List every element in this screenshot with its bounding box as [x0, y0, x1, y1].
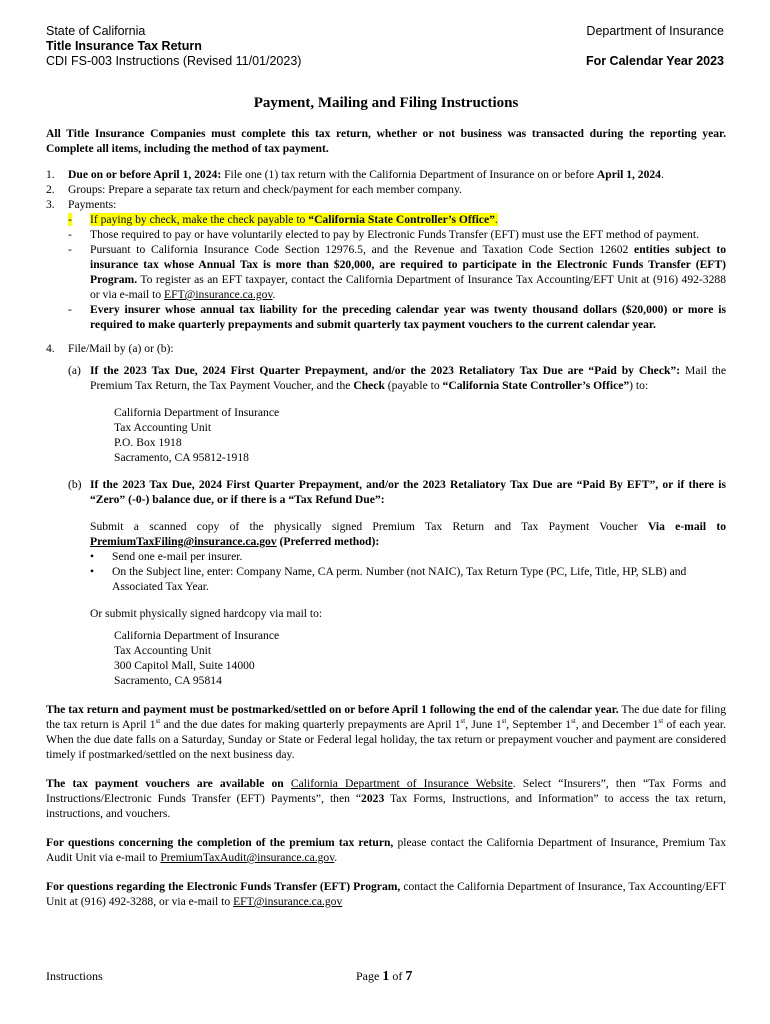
code-bold: entities subject to insurance tax whose Annual Tax is more than $20,000, are required to participate in the Electronic Funds Transfer (EFT) Program. — [90, 243, 726, 286]
page-title: Payment, Mailing and Filing Instructions — [253, 95, 519, 111]
postmark-text: The due date for filing the tax return is April 1 — [46, 703, 727, 731]
address-line: 300 Capitol Mall, Suite 14000 — [114, 659, 255, 672]
option-a-text-2: (payable to — [384, 379, 443, 392]
dash-marker: - — [68, 228, 72, 241]
vouchers-year: 2023 — [361, 792, 385, 805]
questions-eft-bold: For questions regarding the Electronic Funds Transfer (EFT) Program, — [46, 880, 401, 893]
payee: “California State Controller’s Office” — [442, 379, 630, 392]
list-text: Groups: Prepare a separate tax return and check/payment for each member company. — [68, 183, 462, 196]
due-date-text: File one (1) tax return with the California Department of Insurance on or before — [221, 168, 597, 181]
bullet-item — [90, 564, 726, 594]
postmark-text: , September 1 — [506, 718, 572, 731]
intro-paragraph: All Title Insurance Companies must complete this tax return, whether or not business was transacted during the reporting year. Complete all items, including the method of tax payment. — [46, 127, 726, 155]
option-a — [68, 363, 726, 393]
mailing-address-1 — [114, 405, 726, 465]
punct: . — [660, 168, 664, 181]
questions-eft-paragraph — [46, 879, 726, 909]
questions-tax-bold: For questions concerning the completion of the premium tax return, — [46, 836, 394, 849]
audit-email-link[interactable]: PremiumTaxAudit@insurance.ca.gov — [160, 851, 335, 864]
code-text-2: To register as an EFT taxpayer, contact the California Department of Insurance Tax Accounting/EFT Unit at (916) 492-3288 or via e-mail to — [90, 273, 726, 301]
postmark-text: , and December 1 — [575, 718, 659, 731]
check-text: If paying by check, make the check payable to — [90, 213, 309, 226]
dash-text: Every insurer whose annual tax liability for the preceding calendar year was twenty thousand dollars ($20,000) or more is required to make quarterly prepayments and submit quarterly tax payment vouchers to the current calendar year. — [90, 303, 726, 331]
check-payee: “California State Controller’s Office” — [308, 213, 495, 226]
list-item-4 — [46, 341, 726, 356]
code-text: Pursuant to California Insurance Code Section 12976.5, and the Revenue and Taxation Code Section 12602 — [90, 243, 635, 256]
preferred-method: (Preferred method): — [276, 535, 380, 548]
dash-text — [90, 242, 726, 302]
list-text: Payments: — [68, 198, 117, 211]
option-b — [68, 477, 726, 507]
page-word: Page — [356, 969, 383, 983]
punct: . — [272, 288, 276, 301]
questions-tax-paragraph — [46, 835, 726, 865]
postmark-text: and the due dates for making quarterly prepayments are April 1 — [160, 718, 461, 731]
list-text: File/Mail by (a) or (b): — [68, 342, 174, 355]
mailing-address-2 — [114, 628, 726, 688]
bullet-text: On the Subject line, enter: Company Name, CA perm. Number (not NAIC), Tax Return Type (PC, Life, Title, HP, SLB) and Associated Tax Year. — [112, 565, 687, 593]
list-item-3 — [46, 197, 726, 212]
bullet-text: Send one e-mail per insurer. — [112, 550, 243, 563]
list-text — [68, 167, 726, 182]
bullet-icon: • — [90, 550, 95, 563]
postmark-text: of each year. When the due date falls on a Saturday, Sunday or State or Federal legal holiday, the tax return or prepayment voucher and payment are considered timely if postmarked/settled on the next business day. — [46, 718, 727, 761]
ordinal: st — [460, 717, 466, 726]
due-date-bold: April 1, 2024 — [596, 168, 661, 181]
postmark-bold: The tax return and payment must be postmarked/settled on or before April 1 following the end of the calendar year. — [46, 703, 619, 716]
of-word: of — [389, 969, 406, 983]
current-page: 1 — [382, 969, 390, 984]
total-pages: 7 — [405, 969, 413, 984]
option-text: If the 2023 Tax Due, 2024 First Quarter Prepayment, and/or the 2023 Retaliatory Tax Due are “Paid By EFT”, or if there is “Zero” (-0-) balance due, or if there is a “Tax Refund Due”: — [90, 478, 726, 506]
department-label: Department of Insurance — [586, 24, 724, 38]
address-line: California Department of Insurance — [114, 629, 280, 642]
document-body — [46, 96, 726, 909]
vouchers-paragraph — [46, 776, 726, 821]
form-id: CDI FS-003 Instructions (Revised 11/01/2023) — [46, 54, 302, 68]
ordinal: st — [501, 717, 507, 726]
payment-check — [68, 212, 726, 227]
vouchers-text-2: Tax Forms, Instructions, and Information” to access the tax return, instructions, and vouchers. — [46, 792, 726, 820]
ordinal: st — [155, 717, 161, 726]
dash-marker: - — [68, 303, 72, 316]
option-label: (b) — [68, 478, 82, 491]
address-line: Tax Accounting Unit — [114, 421, 212, 434]
punct: . — [334, 851, 338, 864]
page-number — [356, 969, 412, 985]
via-email: Via e-mail to — [647, 520, 727, 533]
bullet-item — [90, 549, 726, 564]
footer-label: Instructions — [46, 969, 103, 983]
calendar-year: For Calendar Year 2023 — [585, 54, 724, 68]
list-number: 1. — [46, 168, 55, 181]
option-a-heading: If the 2023 Tax Due, 2024 First Quarter Prepayment, and/or the 2023 Retaliatory Tax Due are “Paid by Check”: — [90, 364, 681, 377]
address-line: P.O. Box 1918 — [114, 436, 182, 449]
vouchers-bold: The tax payment vouchers are available on — [46, 777, 284, 790]
list-item-2 — [46, 182, 726, 197]
questions-tax-text: please contact the California Department of Insurance, Premium Tax Audit Unit via e-mail to — [46, 836, 726, 864]
bullet-icon: • — [90, 565, 95, 578]
header-left — [46, 24, 301, 69]
ordinal: st — [658, 717, 664, 726]
option-label: (a) — [68, 364, 81, 377]
dash-text: Those required to pay or have voluntarily elected to pay by Electronic Funds Transfer (EFT) must use the EFT method of payment. — [90, 228, 699, 241]
eft-email-link-2[interactable]: EFT@insurance.ca.gov — [233, 895, 343, 908]
cdi-website-link[interactable]: California Department of Insurance Website — [290, 777, 513, 790]
form-title: Title Insurance Tax Return — [46, 39, 202, 53]
option-a-text-3: ) to: — [629, 379, 649, 392]
list-number: 2. — [46, 183, 55, 196]
due-date-heading: Due on or before April 1, 2024: — [68, 168, 222, 181]
payment-quarterly — [68, 302, 726, 332]
state-label: State of California — [46, 24, 146, 38]
vouchers-text: . Select “Insurers”, then “Tax Forms and Instructions/Electronic Funds Transfer (EFT) Payments”, then “ — [46, 777, 726, 805]
list-number: 3. — [46, 198, 55, 211]
list-item-1 — [46, 167, 726, 182]
hardcopy-instructions: Or submit physically signed hardcopy via mail to: — [90, 607, 323, 620]
list-number: 4. — [46, 342, 55, 355]
ordinal: st — [571, 717, 576, 726]
payment-eft — [68, 227, 726, 242]
submit-text: Submit a scanned copy of the physically signed Premium Tax Return and Tax Payment Voucher — [90, 520, 648, 533]
address-line: Sacramento, CA 95812-1918 — [114, 451, 249, 464]
option-text — [90, 363, 726, 393]
address-line: Sacramento, CA 95814 — [114, 674, 222, 687]
header-spacer — [586, 39, 724, 54]
filing-email-link[interactable]: PremiumTaxFiling@insurance.ca.gov — [90, 535, 277, 548]
address-line: California Department of Insurance — [114, 406, 280, 419]
check-word: Check — [353, 379, 385, 392]
dash-marker: - — [68, 213, 72, 226]
payment-code — [68, 242, 726, 302]
address-line: Tax Accounting Unit — [114, 644, 212, 657]
questions-eft-text: contact the California Department of Insurance, Tax Accounting/EFT Unit at (916) 492-3288, or via e-mail to — [46, 880, 726, 908]
punct: . — [494, 213, 498, 226]
submit-instructions — [90, 519, 726, 549]
eft-email-link[interactable]: EFT@insurance.ca.gov — [164, 288, 273, 301]
header-right — [586, 24, 724, 69]
option-a-text: Mail the Premium Tax Return, the Tax Payment Voucher, and the — [90, 364, 726, 392]
dash-marker: - — [68, 243, 72, 256]
postmark-text: , June 1 — [465, 718, 502, 731]
dash-text — [90, 212, 726, 227]
postmark-paragraph — [46, 702, 726, 762]
